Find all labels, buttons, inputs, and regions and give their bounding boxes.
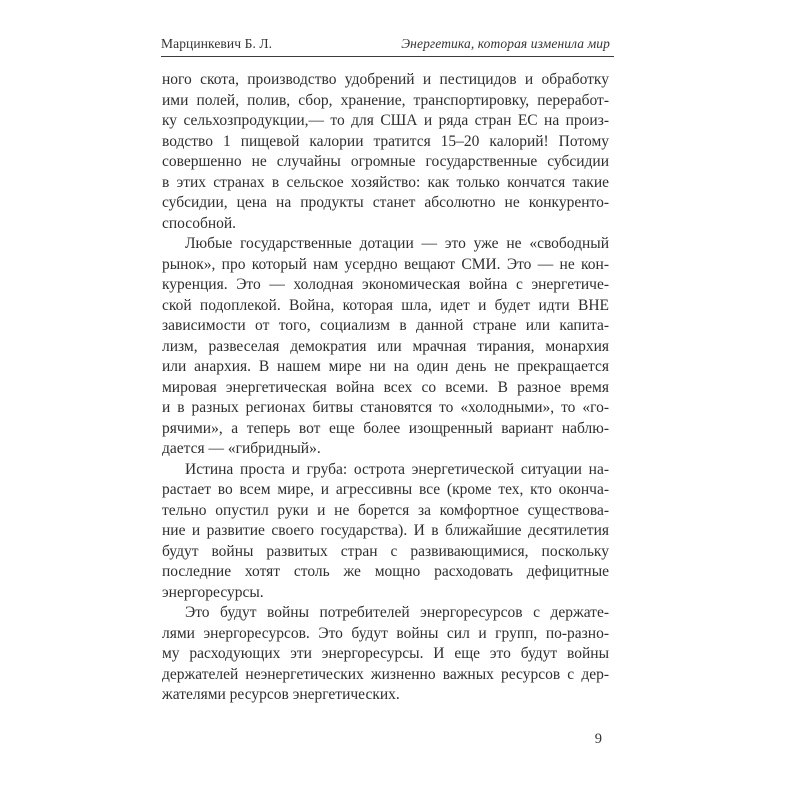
body-text [162,70,609,706]
header-author: Марцинкевич Б. Л. [161,36,273,51]
text-line: в этих странах в сельское хозяйство: как только кончатся такие [162,173,609,191]
text-line: му расходующих эти энергоресурсы. И еще это будут войны [162,645,609,662]
text-line: тельно опустил руки и не борется за комфортное существова- [162,501,609,519]
running-header [161,36,610,52]
text-line: рынок», про который нам усердно вещают СМИ. Это — не кон- [162,255,609,273]
text-line: будут войны развитых стран с развивающимися, поскольку [162,542,609,560]
text-line: Любые государственные дотации — это уже не «свободный [185,235,609,252]
text-line: куренция. Это — холодная экономическая война с энергетиче- [162,276,609,293]
text-line: жателями ресурсов энергетических. [162,686,400,703]
text-line: способной. [162,214,237,232]
text-line: дается — «гибридный». [162,440,321,457]
text-line: мировая энергетическая война всех со всеми. В разное время [162,378,609,396]
page-number: 9 [594,731,602,747]
text-line: ку сельхозпродукции,— то для США и ряда стран ЕС на произ- [162,112,609,129]
paragraph [162,234,609,460]
text-line: Истина проста и груба: острота энергетической ситуации на- [185,460,609,478]
text-line: держателей неэнергетических жизненно важных ресурсов с дер- [162,665,609,683]
text-line: совершенно не случайны огромные государственные субсидии [162,153,609,170]
text-line: ими полей, полив, сбор, хранение, транспортировку, переработ- [162,91,609,109]
text-line: ской подоплекой. Война, которая шла, идет и будет идти ВНЕ [162,296,609,314]
text-line: или анархия. В нашем мире ни на один день не прекращается [162,358,609,375]
text-line: лизм, развеселая демократия или мрачная тирания, монархия [162,337,609,355]
text-line: рячими», а теперь вот еще более изощренный вариант наблю- [162,419,609,437]
text-line: ние и развитие своего государства). И в ближайшие десятилетия [162,522,609,539]
header-book-title: Энергетика, которая изменила мир [401,36,610,51]
paragraph [162,70,609,234]
text-line: растает во всем мире, и агрессивны все (кроме тех, кто оконча- [162,481,609,498]
text-line: энергоресурсы. [162,583,264,601]
text-line: зависимости от того, социализм в данной стране или капита- [162,317,609,334]
text-line: водство 1 пищевой калории тратится 15–20 калорий! Потому [162,132,609,150]
header-rule [161,56,614,57]
paragraph [162,460,609,604]
text-line: последние хотят столь же мощно расходовать дефицитные [162,563,609,580]
text-line: и в разных регионах битвы становятся то «холодными», то «го- [162,399,609,416]
text-line: Это будут войны потребителей энергоресурсов с держате- [185,604,609,621]
text-line: лями энергоресурсов. Это будут войны сил и групп, по-разно- [162,624,609,642]
paragraph [162,603,609,706]
text-line: субсидии, цена на продукты станет абсолютно не конкуренто- [162,194,609,211]
text-line: ного скота, производство удобрений и пестицидов и обработку [162,71,609,88]
